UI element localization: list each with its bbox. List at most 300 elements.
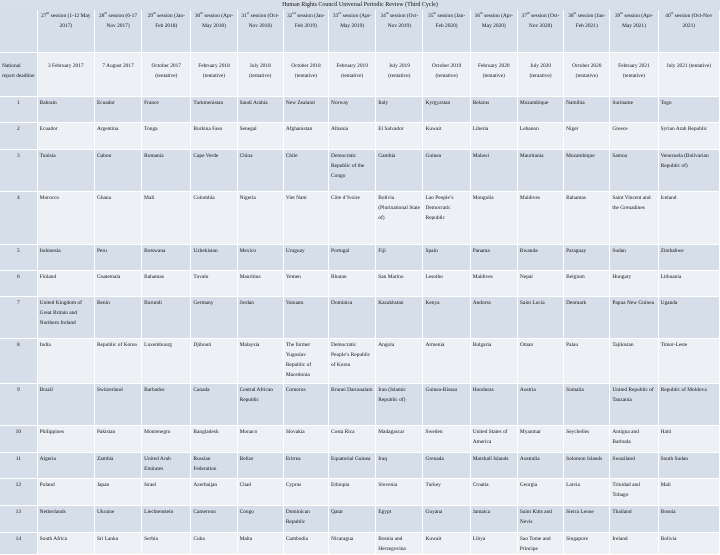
country-cell: Mozambique	[564, 149, 610, 191]
session-dates: session (Apr-May 2018)	[202, 13, 234, 29]
session-number: 34	[380, 13, 386, 19]
table-row	[0, 505, 720, 532]
country-cell: Liberia	[470, 122, 517, 149]
table-row	[0, 96, 720, 122]
country-cell: Saint Lucia	[517, 296, 563, 338]
country-cell: Congo	[237, 505, 283, 532]
country-cell: Croatia	[470, 478, 517, 505]
country-cell: Libya	[470, 532, 517, 554]
country-cell: Cyprus	[283, 478, 328, 505]
session-number: 35	[428, 13, 434, 19]
deadline-cell: July 2019 (tentative)	[376, 52, 423, 96]
country-cell: Greece	[610, 122, 658, 149]
country-cell: Cuba	[191, 532, 237, 554]
country-cell: Maldives	[470, 270, 517, 296]
country-cell: Bulgaria	[470, 338, 517, 383]
country-cell: Cambodia	[283, 532, 328, 554]
session-number: 31	[241, 13, 247, 19]
session-ordinal-suffix: nd	[292, 11, 296, 16]
country-cell: Iran (Islamic Republic of)	[376, 383, 423, 425]
country-cell: Denmark	[564, 296, 610, 338]
country-cell: Maldives	[517, 191, 563, 244]
country-cell: Benin	[94, 296, 141, 338]
country-cell: Serbia	[142, 532, 191, 554]
session-header-cell	[423, 10, 470, 52]
country-cell: Kuwait	[423, 532, 470, 554]
country-cell: Viet Nam	[283, 191, 328, 244]
country-cell: Malaysia	[237, 338, 283, 383]
country-cell: Kuwait	[423, 122, 470, 149]
country-cell: Mali	[142, 191, 191, 244]
deadline-cell: February 2019 (tentative)	[329, 52, 376, 96]
country-cell: Brunei Darussalam	[329, 383, 376, 425]
country-cell: Georgia	[517, 478, 563, 505]
country-cell: Ukraine	[94, 505, 141, 532]
country-cell: Philippines	[37, 425, 94, 452]
table-body	[0, 10, 720, 554]
country-cell: Zambia	[94, 452, 141, 478]
country-cell: Qatar	[329, 505, 376, 532]
country-cell: Belize	[237, 452, 283, 478]
country-cell: United Republic of Tanzania	[610, 383, 658, 425]
table-row	[0, 452, 720, 478]
country-cell: Bhutan	[329, 270, 376, 296]
country-cell: Trinidad and Tobago	[610, 478, 658, 505]
country-cell: Malta	[237, 532, 283, 554]
country-cell: Egypt	[376, 505, 423, 532]
country-cell: Tajikistan	[610, 338, 658, 383]
country-cell: Ghana	[94, 191, 141, 244]
session-number: 29	[147, 13, 154, 19]
country-cell: Suriname	[610, 96, 658, 122]
country-cell: Mali	[658, 478, 719, 505]
country-cell: Papua New Guinea	[610, 296, 658, 338]
country-cell: Haiti	[658, 425, 719, 452]
country-cell: Israel	[142, 478, 191, 505]
session-header-cell	[37, 10, 94, 52]
session-dates: session (Jan-Feb 2021)	[575, 13, 606, 29]
row-number-cell: 6	[0, 270, 37, 296]
country-cell: Montenegro	[142, 425, 191, 452]
country-cell: Comoros	[283, 383, 328, 425]
row-number-cell: 3	[0, 149, 37, 191]
country-cell: San Marino	[376, 270, 423, 296]
country-cell: Uganda	[658, 296, 719, 338]
country-cell: India	[37, 338, 94, 383]
country-cell: South Africa	[37, 532, 94, 554]
row-number-cell: 9	[0, 383, 37, 425]
country-cell: China	[237, 149, 283, 191]
country-cell: Namibia	[564, 96, 610, 122]
country-cell: Latvia	[564, 478, 610, 505]
country-cell: Botswana	[142, 244, 191, 270]
session-dates: session (Jan-Feb 2019)	[294, 13, 325, 29]
country-cell: Jamaica	[470, 505, 517, 532]
country-cell: Fiji	[376, 244, 423, 270]
country-cell: South Sudan	[658, 452, 719, 478]
country-cell: Sierra Leone	[564, 505, 610, 532]
table-row	[0, 383, 720, 425]
session-dates: session (Oct-Nov 2019)	[387, 13, 419, 29]
session-dates: session (6-17 Nov 2017)	[106, 13, 138, 29]
country-cell: Belgium	[564, 270, 610, 296]
session-dates: session (Oct-Nov 2018)	[248, 13, 279, 29]
country-cell: Democratic Republic of the Congo	[329, 149, 376, 191]
deadline-cell: February 2020 (tentative)	[470, 52, 517, 96]
deadline-cell: October 2018 (tentative)	[283, 52, 328, 96]
country-cell: Timor-Leste	[658, 338, 719, 383]
country-cell: Afghanistan	[283, 122, 328, 149]
country-cell: Guyana	[423, 505, 470, 532]
country-cell: Honduras	[470, 383, 517, 425]
country-cell: Uruguay	[283, 244, 328, 270]
country-cell: Yemen	[283, 270, 328, 296]
country-cell: Chile	[283, 149, 328, 191]
country-cell: Tuvalu	[191, 270, 237, 296]
country-cell: Liechtenstein	[142, 505, 191, 532]
country-cell: New Zealand	[283, 96, 328, 122]
session-ordinal-suffix: th	[104, 11, 108, 16]
session-ordinal-suffix: th	[153, 11, 156, 16]
country-cell: Bosnia and Herzegovina	[376, 532, 423, 554]
row-number-cell: 2	[0, 122, 37, 149]
country-cell: Gambia	[376, 149, 423, 191]
session-ordinal-suffix: th	[480, 11, 483, 16]
session-header-cell	[237, 10, 283, 52]
session-header-cell	[564, 10, 610, 52]
session-header-cell	[142, 10, 191, 52]
country-cell: Colombia	[191, 191, 237, 244]
country-cell: Saint Kitts and Nevis	[517, 505, 563, 532]
country-cell: Nicaragua	[329, 532, 376, 554]
country-cell: Mexico	[237, 244, 283, 270]
country-cell: Indonesia	[37, 244, 94, 270]
country-cell: Equatorial Guinea	[329, 452, 376, 478]
session-ordinal-suffix: th	[527, 11, 530, 16]
country-cell: Poland	[37, 478, 94, 505]
country-cell: Singapore	[564, 532, 610, 554]
country-cell: Hungary	[610, 270, 658, 296]
country-cell: Democratic People’s Republic of Korea	[329, 338, 376, 383]
upr-schedule-table	[0, 10, 720, 555]
country-cell: United States of America	[470, 425, 517, 452]
row-number-cell: 13	[0, 505, 37, 532]
session-header-cell	[94, 10, 141, 52]
country-cell: Uzbekistan	[191, 244, 237, 270]
country-cell: Swaziland	[610, 452, 658, 478]
session-number: 30	[194, 13, 201, 19]
table-row	[0, 149, 720, 191]
country-cell: Saint Vincent and the Grenadines	[610, 191, 658, 244]
country-cell: Nepal	[517, 270, 563, 296]
row-number-cell: 11	[0, 452, 37, 478]
country-cell: Burkina Faso	[191, 122, 237, 149]
country-cell: Paraguay	[564, 244, 610, 270]
session-ordinal-suffix: th	[670, 11, 674, 16]
country-cell: Kazakhstan	[376, 296, 423, 338]
country-cell: Solomon Islands	[564, 452, 610, 478]
session-number: 32	[286, 13, 293, 19]
country-cell: Kenya	[423, 296, 470, 338]
country-cell: Cameroon	[191, 505, 237, 532]
country-cell: Saudi Arabia	[237, 96, 283, 122]
session-header-cell	[283, 10, 328, 52]
country-cell: Iceland	[658, 191, 719, 244]
row-number-cell: 5	[0, 244, 37, 270]
country-cell: Morocco	[37, 191, 94, 244]
session-number: 28	[99, 13, 105, 19]
country-cell: Slovenia	[376, 478, 423, 505]
deadline-cell: February 2018 (tentative)	[191, 52, 237, 96]
session-header-cell	[517, 10, 563, 52]
session-dates: session (Oct-Nov 2020)	[528, 13, 560, 29]
country-cell: Dominica	[329, 296, 376, 338]
session-number: 40	[665, 13, 671, 19]
country-cell: Mongolia	[470, 191, 517, 244]
country-cell: Myanmar	[517, 425, 563, 452]
country-cell: Burundi	[142, 296, 191, 338]
country-cell: Samoa	[610, 149, 658, 191]
country-cell: Argentina	[94, 122, 141, 149]
country-cell: Slovakia	[283, 425, 328, 452]
session-number: 37	[521, 13, 528, 19]
session-ordinal-suffix: rd	[338, 11, 342, 16]
country-cell: Russian Federation	[191, 452, 237, 478]
country-cell: Spain	[423, 244, 470, 270]
country-cell: Senegal	[237, 122, 283, 149]
session-number: 36	[474, 13, 481, 19]
country-cell: Grenada	[423, 452, 470, 478]
country-cell: Sao Tome and Principe	[517, 532, 563, 554]
country-cell: Marshall Islands	[470, 452, 517, 478]
country-cell: Mauritania	[517, 149, 563, 191]
country-cell: Côte d’Ivoire	[329, 191, 376, 244]
header-corner-cell	[0, 10, 37, 52]
country-cell: Bahamas	[142, 270, 191, 296]
row-number-cell: 10	[0, 425, 37, 452]
session-dates: session (Oct-Nov 2021)	[673, 13, 713, 29]
session-ordinal-suffix: th	[200, 11, 203, 16]
country-cell: Oman	[517, 338, 563, 383]
row-number-cell: 8	[0, 338, 37, 383]
country-cell: Venezuela (Bolivarian Republic of)	[658, 149, 719, 191]
session-header-cell	[329, 10, 376, 52]
country-cell: Turkey	[423, 478, 470, 505]
session-header-cell	[610, 10, 658, 52]
country-cell: Chad	[237, 478, 283, 505]
country-cell: Lebanon	[517, 122, 563, 149]
country-cell: Andorra	[470, 296, 517, 338]
country-cell: Malawi	[470, 149, 517, 191]
country-cell: Djibouti	[191, 338, 237, 383]
deadline-cell: October 2017 (tentative)	[142, 52, 191, 96]
country-cell: Turkmenistan	[191, 96, 237, 122]
country-cell: Republic of Moldova	[658, 383, 719, 425]
country-cell: Togo	[658, 96, 719, 122]
deadline-cell: July 2018 (tentative)	[237, 52, 283, 96]
table-row	[0, 532, 720, 554]
country-cell: Austria	[517, 383, 563, 425]
country-cell: Mauritius	[237, 270, 283, 296]
deadline-cell: 3 February 2017	[37, 52, 94, 96]
country-cell: Algeria	[37, 452, 94, 478]
country-cell: Antigua and Barbuda	[610, 425, 658, 452]
country-cell: Pakistan	[94, 425, 141, 452]
country-cell: Central African Republic	[237, 383, 283, 425]
country-cell: Thailand	[610, 505, 658, 532]
session-ordinal-suffix: th	[385, 11, 389, 16]
country-cell: Bolivia	[658, 532, 719, 554]
country-cell: Jordan	[237, 296, 283, 338]
session-header-row	[0, 10, 720, 52]
country-cell: Cape Verde	[191, 149, 237, 191]
table-row	[0, 425, 720, 452]
country-cell: Eritrea	[283, 452, 328, 478]
country-cell: Bolivia (Plurinational State of)	[376, 191, 423, 244]
country-cell: Somalia	[564, 383, 610, 425]
table-row	[0, 270, 720, 296]
deadline-row	[0, 52, 720, 96]
session-ordinal-suffix: th	[620, 11, 623, 16]
row-number-cell: 7	[0, 296, 37, 338]
country-cell: France	[142, 96, 191, 122]
table-row	[0, 191, 720, 244]
session-dates: session (Apr-May 2021)	[622, 13, 654, 29]
country-cell: Republic of Korea	[94, 338, 141, 383]
deadline-cell: February 2021 (tentative)	[610, 52, 658, 96]
deadline-cell: 7 August 2017	[94, 52, 141, 96]
table-row	[0, 244, 720, 270]
country-cell: Tunisia	[37, 149, 94, 191]
session-ordinal-suffix: th	[573, 11, 577, 16]
country-cell: Palau	[564, 338, 610, 383]
deadline-cell: October 2020 (tentative)	[564, 52, 610, 96]
country-cell: Ecuador	[37, 122, 94, 149]
country-cell: Germany	[191, 296, 237, 338]
country-cell: Costa Rica	[329, 425, 376, 452]
country-cell: Kyrgyzstan	[423, 96, 470, 122]
country-cell: Lao People’s Democratic Republic	[423, 191, 470, 244]
row-number-cell: 14	[0, 532, 37, 554]
table-row	[0, 122, 720, 149]
country-cell: Italy	[376, 96, 423, 122]
session-dates: session (Apr-May 2019)	[340, 13, 372, 29]
country-cell: Finland	[37, 270, 94, 296]
country-cell: Belarus	[470, 96, 517, 122]
country-cell: United Kingdom of Great Britain and Northern Ireland	[37, 296, 94, 338]
session-header-cell	[376, 10, 423, 52]
country-cell: Gabon	[94, 149, 141, 191]
country-cell: Mozambique	[517, 96, 563, 122]
country-cell: Romania	[142, 149, 191, 191]
deadline-label: National report deadline	[0, 52, 37, 96]
country-cell: Barbados	[142, 383, 191, 425]
country-cell: Ecuador	[94, 96, 141, 122]
country-cell: Portugal	[329, 244, 376, 270]
country-cell: Bahamas	[564, 191, 610, 244]
country-cell: Bangladesh	[191, 425, 237, 452]
deadline-cell: October 2019 (tentative)	[423, 52, 470, 96]
session-dates: session (Jan-Feb 2018)	[155, 13, 185, 29]
country-cell: Vanuatu	[283, 296, 328, 338]
table-row	[0, 478, 720, 505]
country-cell: Norway	[329, 96, 376, 122]
session-header-cell	[658, 10, 719, 52]
country-cell: Dominican Republic	[283, 505, 328, 532]
deadline-cell: July 2020 (tentative)	[517, 52, 563, 96]
country-cell: Nigeria	[237, 191, 283, 244]
session-dates: session (1-12 May 2017)	[49, 13, 91, 29]
session-ordinal-suffix: st	[246, 11, 250, 16]
country-cell: Guatemala	[94, 270, 141, 296]
country-cell: Bahrain	[37, 96, 94, 122]
country-cell: Tonga	[142, 122, 191, 149]
country-cell: Syrian Arab Republic	[658, 122, 719, 149]
country-cell: Monaco	[237, 425, 283, 452]
country-cell: Switzerland	[94, 383, 141, 425]
country-cell: Guinea	[423, 149, 470, 191]
country-cell: Sri Lanka	[94, 532, 141, 554]
deadline-cell: July 2021 (tentative)	[658, 52, 719, 96]
session-header-cell	[470, 10, 517, 52]
document-title: Human Rights Council Universal Periodic Review (Third Cycle)	[0, 0, 720, 10]
country-cell: Netherlands	[37, 505, 94, 532]
country-cell: Lesotho	[423, 270, 470, 296]
session-number: 38	[568, 13, 574, 19]
country-cell: Australia	[517, 452, 563, 478]
country-cell: Niger	[564, 122, 610, 149]
country-cell: Madagascar	[376, 425, 423, 452]
session-ordinal-suffix: th	[46, 11, 50, 16]
country-cell: The former Yugoslav Republic of Macedonia	[283, 338, 328, 383]
row-number-cell: 1	[0, 96, 37, 122]
country-cell: Japan	[94, 478, 141, 505]
country-cell: Luxembourg	[142, 338, 191, 383]
session-number: 27	[41, 13, 47, 19]
country-cell: Bosnia	[658, 505, 719, 532]
row-number-cell: 12	[0, 478, 37, 505]
country-cell: Iraq	[376, 452, 423, 478]
session-number: 33	[332, 13, 339, 19]
country-cell: Azerbaijan	[191, 478, 237, 505]
country-cell: Ireland	[610, 532, 658, 554]
country-cell: Ethiopia	[329, 478, 376, 505]
country-cell: El Salvador	[376, 122, 423, 149]
country-cell: Angola	[376, 338, 423, 383]
country-cell: Brazil	[37, 383, 94, 425]
session-ordinal-suffix: th	[433, 11, 437, 16]
country-cell: Albania	[329, 122, 376, 149]
country-cell: Sweden	[423, 425, 470, 452]
country-cell: Zimbabwe	[658, 244, 719, 270]
country-cell: Seychelles	[564, 425, 610, 452]
country-cell: Sudan	[610, 244, 658, 270]
session-header-cell	[191, 10, 237, 52]
country-cell: Rwanda	[517, 244, 563, 270]
session-dates: session (Jan-Feb 2020)	[435, 13, 466, 29]
country-cell: Armenia	[423, 338, 470, 383]
session-number: 39	[614, 13, 621, 19]
country-cell: Panama	[470, 244, 517, 270]
country-cell: Peru	[94, 244, 141, 270]
row-number-cell: 4	[0, 191, 37, 244]
session-dates: session (Apr-May 2020)	[481, 13, 513, 29]
table-row	[0, 338, 720, 383]
country-cell: United Arab Emirates	[142, 452, 191, 478]
country-cell: Lithuania	[658, 270, 719, 296]
country-cell: Guinea-Bissau	[423, 383, 470, 425]
table-row	[0, 296, 720, 338]
